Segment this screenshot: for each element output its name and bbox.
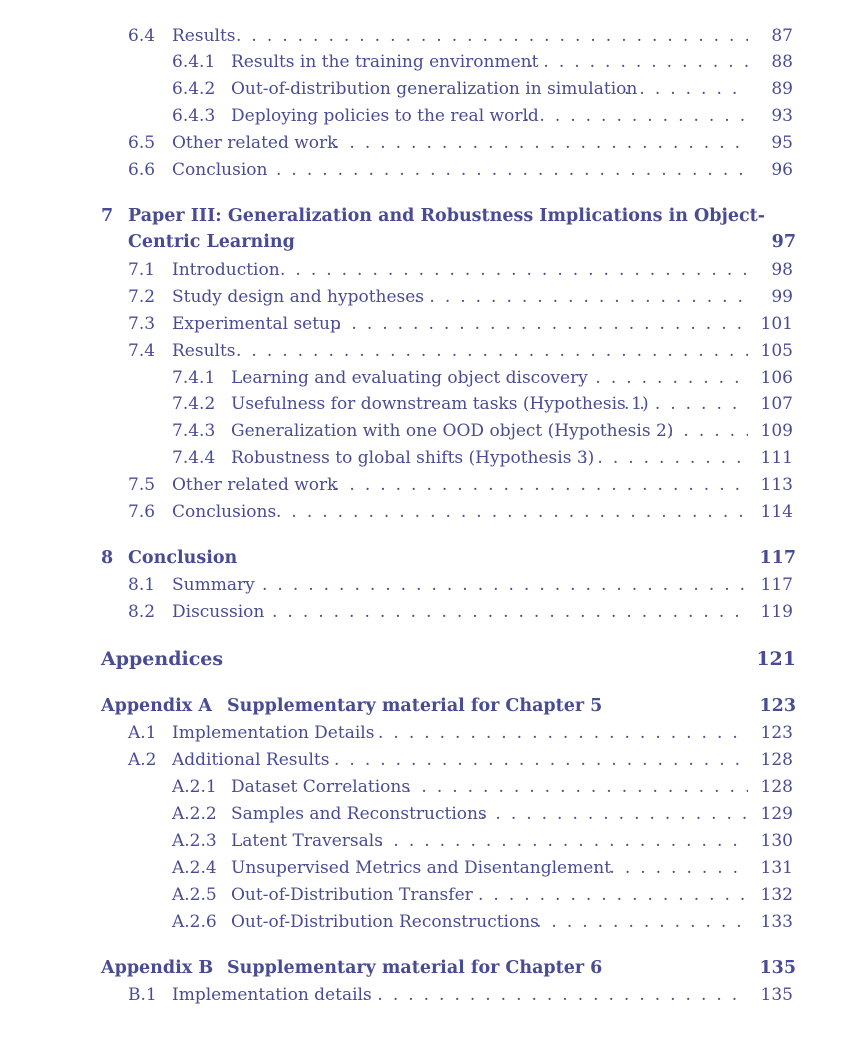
section-number: 7.6 bbox=[128, 502, 156, 522]
section-number: A.2.4 bbox=[172, 858, 217, 878]
part-title: Appendices bbox=[101, 648, 224, 670]
leader-dots bbox=[334, 130, 748, 156]
leader-dots bbox=[524, 103, 748, 129]
section-number: A.2.2 bbox=[172, 804, 217, 824]
toc-entry[interactable] bbox=[0, 311, 850, 337]
leader-dots bbox=[528, 49, 748, 75]
toc-entry[interactable] bbox=[0, 76, 850, 102]
leader-dots bbox=[580, 365, 748, 391]
leader-dots bbox=[406, 774, 748, 800]
section-number: A.2.3 bbox=[172, 831, 217, 851]
toc-entry[interactable] bbox=[0, 982, 850, 1008]
appendices-heading[interactable] bbox=[0, 646, 850, 672]
page-number: 128 bbox=[760, 750, 793, 770]
section-number: 6.4.1 bbox=[172, 52, 216, 72]
page-number: 119 bbox=[760, 602, 793, 622]
chapter-title-line1: Paper III: Generalization and Robustness Implications in Object- bbox=[128, 206, 765, 226]
section-number: 6.4 bbox=[128, 26, 156, 46]
section-title: Discussion bbox=[172, 602, 265, 622]
section-number: A.1 bbox=[128, 723, 157, 743]
toc-entry[interactable] bbox=[0, 103, 850, 129]
section-number: 7.1 bbox=[128, 260, 156, 280]
chapter-number: 7 bbox=[101, 206, 114, 226]
page-number: 121 bbox=[756, 648, 796, 670]
chapter-entry[interactable] bbox=[0, 955, 850, 981]
section-title: Implementation details bbox=[172, 985, 372, 1005]
page-number: 88 bbox=[771, 52, 793, 72]
toc-entry[interactable] bbox=[0, 828, 850, 854]
toc-entry[interactable] bbox=[0, 418, 850, 444]
toc-entry[interactable] bbox=[0, 257, 850, 283]
leader-dots bbox=[334, 472, 748, 498]
toc-entry[interactable] bbox=[0, 130, 850, 156]
section-title: Other related work bbox=[172, 133, 338, 153]
section-title: Conclusion bbox=[172, 160, 268, 180]
leader-dots bbox=[582, 445, 748, 471]
leader-dots bbox=[362, 982, 748, 1008]
page-number: 87 bbox=[771, 26, 793, 46]
section-title: Robustness to global shifts (Hypothesis 3) bbox=[231, 448, 595, 468]
page-number: 97 bbox=[771, 232, 796, 252]
page-number: 132 bbox=[760, 885, 793, 905]
section-number: 7.5 bbox=[128, 475, 156, 495]
appendix-number: Appendix B bbox=[101, 958, 214, 978]
section-title: Results in the training environment bbox=[231, 52, 539, 72]
leader-dots bbox=[280, 257, 748, 283]
chapter-title: Supplementary material for Chapter 6 bbox=[227, 958, 603, 978]
section-title: Out-of-Distribution Reconstructions bbox=[231, 912, 539, 932]
section-title: Experimental setup bbox=[172, 314, 341, 334]
section-title: Learning and evaluating object discovery bbox=[231, 368, 588, 388]
toc-entry[interactable] bbox=[0, 572, 850, 598]
section-number: 8.1 bbox=[128, 575, 156, 595]
page-number: 98 bbox=[771, 260, 793, 280]
leader-dots bbox=[276, 499, 748, 525]
section-title: Implementation Details bbox=[172, 723, 375, 743]
leader-dots bbox=[276, 157, 748, 183]
page-number: 105 bbox=[760, 341, 793, 361]
page-number: 96 bbox=[771, 160, 793, 180]
toc-entry[interactable] bbox=[0, 49, 850, 75]
section-number: A.2.5 bbox=[172, 885, 217, 905]
page-number: 111 bbox=[760, 448, 793, 468]
toc-entry[interactable] bbox=[0, 23, 850, 49]
leader-dots bbox=[236, 23, 748, 49]
section-number: 7.4.1 bbox=[172, 368, 216, 388]
section-number: 8.2 bbox=[128, 602, 156, 622]
page-number: 133 bbox=[760, 912, 793, 932]
leader-dots bbox=[624, 391, 748, 417]
toc-entry[interactable] bbox=[0, 365, 850, 391]
leader-dots bbox=[262, 572, 748, 598]
page-number: 99 bbox=[771, 287, 793, 307]
page-number: 113 bbox=[760, 475, 793, 495]
section-number: 7.4 bbox=[128, 341, 156, 361]
toc-entry[interactable] bbox=[0, 284, 850, 310]
section-title: Out-of-distribution generalization in simulation bbox=[231, 79, 638, 99]
leader-dots bbox=[668, 418, 748, 444]
toc-entry[interactable] bbox=[0, 472, 850, 498]
page-number: 131 bbox=[760, 858, 793, 878]
leader-dots bbox=[236, 338, 748, 364]
leader-dots bbox=[478, 882, 748, 908]
toc-entry[interactable] bbox=[0, 391, 850, 417]
section-number: 7.4.2 bbox=[172, 394, 216, 414]
section-title: Deploying policies to the real world bbox=[231, 106, 539, 126]
leader-dots bbox=[624, 76, 748, 102]
section-number: 6.4.2 bbox=[172, 79, 216, 99]
section-title: Samples and Reconstructions bbox=[231, 804, 487, 824]
section-number: A.2.6 bbox=[172, 912, 217, 932]
section-title: Unsupervised Metrics and Disentanglement bbox=[231, 858, 612, 878]
toc-entry[interactable] bbox=[0, 882, 850, 908]
appendix-number: Appendix A bbox=[101, 696, 212, 716]
toc-entry[interactable] bbox=[0, 855, 850, 881]
section-number: 6.6 bbox=[128, 160, 156, 180]
chapter-entry[interactable] bbox=[0, 693, 850, 719]
leader-dots bbox=[378, 828, 748, 854]
section-title: Generalization with one OOD object (Hypothesis 2) bbox=[231, 421, 674, 441]
leader-dots bbox=[378, 720, 748, 746]
toc-entry[interactable] bbox=[0, 445, 850, 471]
section-number: B.1 bbox=[128, 985, 157, 1005]
chapter-title: Supplementary material for Chapter 5 bbox=[227, 696, 603, 716]
page-number: 117 bbox=[760, 575, 793, 595]
section-title: Results bbox=[172, 341, 236, 361]
page-number: 123 bbox=[759, 696, 796, 716]
toc-entry[interactable] bbox=[0, 801, 850, 827]
section-number: A.2.1 bbox=[172, 777, 217, 797]
section-number: 6.4.3 bbox=[172, 106, 216, 126]
leader-dots bbox=[536, 909, 748, 935]
toc-entry[interactable] bbox=[0, 499, 850, 525]
leader-dots bbox=[334, 747, 748, 773]
section-title: Latent Traversals bbox=[231, 831, 383, 851]
page-number: 109 bbox=[760, 421, 793, 441]
section-title: Study design and hypotheses bbox=[172, 287, 425, 307]
toc-entry[interactable] bbox=[0, 338, 850, 364]
section-title: Results bbox=[172, 26, 236, 46]
section-title: Other related work bbox=[172, 475, 338, 495]
page-number: 95 bbox=[771, 133, 793, 153]
leader-dots bbox=[594, 855, 748, 881]
section-number: A.2 bbox=[128, 750, 157, 770]
section-title: Additional Results bbox=[172, 750, 330, 770]
toc-entry[interactable] bbox=[0, 157, 850, 183]
section-title: Conclusions bbox=[172, 502, 277, 522]
page-number: 135 bbox=[759, 958, 796, 978]
page-number: 129 bbox=[760, 804, 793, 824]
chapter-number: 8 bbox=[101, 548, 114, 568]
section-title: Out-of-Distribution Transfer bbox=[231, 885, 473, 905]
section-number: 7.2 bbox=[128, 287, 156, 307]
section-number: 7.4.3 bbox=[172, 421, 216, 441]
leader-dots bbox=[414, 284, 748, 310]
page-number: 101 bbox=[760, 314, 793, 334]
section-number: 7.4.4 bbox=[172, 448, 216, 468]
chapter-title-line2: Centric Learning bbox=[128, 232, 295, 252]
page-number: 135 bbox=[760, 985, 793, 1005]
chapter-entry[interactable] bbox=[0, 203, 850, 229]
toc-entry[interactable] bbox=[0, 774, 850, 800]
section-number: 6.5 bbox=[128, 133, 156, 153]
chapter-title: Conclusion bbox=[128, 548, 238, 568]
toc-entry[interactable] bbox=[0, 599, 850, 625]
section-title: Introduction bbox=[172, 260, 280, 280]
section-number: 7.3 bbox=[128, 314, 156, 334]
page-number: 123 bbox=[760, 723, 793, 743]
chapter-entry-continued[interactable] bbox=[0, 229, 850, 255]
page-number: 117 bbox=[759, 548, 796, 568]
page-number: 106 bbox=[760, 368, 793, 388]
page-number: 130 bbox=[760, 831, 793, 851]
leader-dots bbox=[336, 311, 748, 337]
page-number: 93 bbox=[771, 106, 793, 126]
toc-entry[interactable] bbox=[0, 720, 850, 746]
leader-dots bbox=[272, 599, 748, 625]
page-number: 128 bbox=[760, 777, 793, 797]
page-number: 107 bbox=[760, 394, 793, 414]
leader-dots bbox=[480, 801, 748, 827]
section-title: Summary bbox=[172, 575, 255, 595]
section-title: Dataset Correlations bbox=[231, 777, 411, 797]
chapter-entry[interactable] bbox=[0, 545, 850, 571]
page-number: 114 bbox=[760, 502, 793, 522]
toc-entry[interactable] bbox=[0, 909, 850, 935]
toc-entry[interactable] bbox=[0, 747, 850, 773]
section-title: Usefulness for downstream tasks (Hypothesis 1) bbox=[231, 394, 649, 414]
page-number: 89 bbox=[771, 79, 793, 99]
